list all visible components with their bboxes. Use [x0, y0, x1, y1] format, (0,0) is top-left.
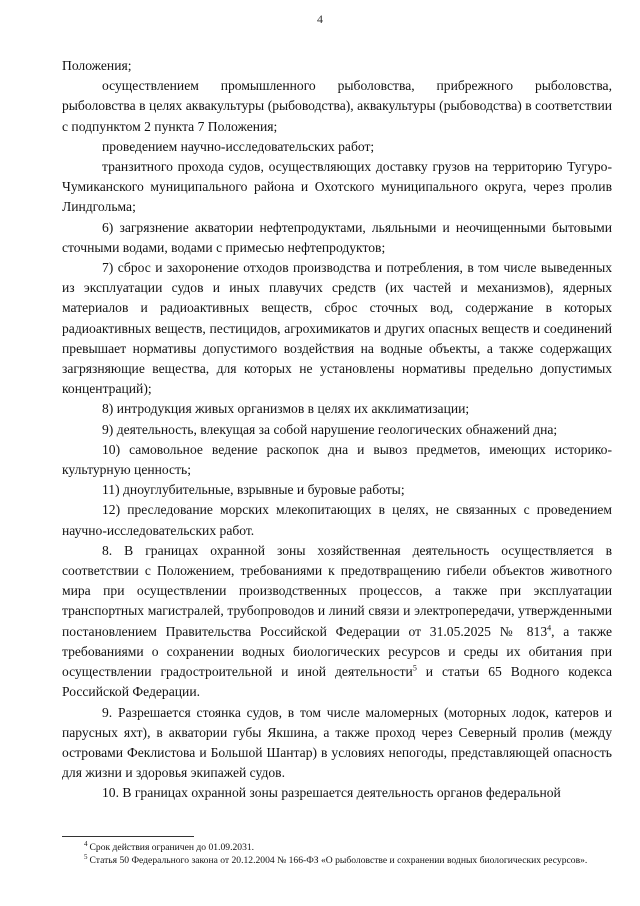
list-item-9: 9) деятельность, влекущая за собой нарушение геологических обнажений дна; [102, 421, 558, 437]
list-item-8: 8) интродукция живых организмов в целях их акклиматизации; [102, 401, 470, 417]
list-item-11: 11) дноуглубительные, взрывные и буровые работы; [102, 482, 405, 498]
document-body [62, 56, 612, 804]
list-item-10: 10) самовольное ведение раскопок дна и вывоз предметов, имеющих историко-культурную ценность; [62, 441, 612, 478]
footnote-5 [62, 854, 612, 867]
footnote-4 [62, 841, 612, 854]
footnote-ref-5[interactable]: 5 [412, 663, 417, 673]
section-8-text-b: , а также требованиями о сохранении водных биологических ресурсов и среды их обитания при осуществлении градостроительной и иной деятельности [62, 623, 612, 680]
paragraph-research-work: проведением научно-исследовательских работ; [102, 138, 375, 154]
list-item-7: 7) сброс и захоронение отходов производства и потребления, в том числе выведенных из эксплуатации судов и иных плавучих средств (их частей и механизмов), ядерных материалов и радиоактивных веществ, сброс сточных вод, содержание в которых радиоактивных веществ, пестицидов, агрохимикатов и других опасных веществ и соединений превышает нормативы допустимого воздействия на водные объекты, а также содержащих загрязняющие вещества, для которых не установлены нормативы предельно допустимых концентраций); [62, 260, 612, 397]
list-item-12: 12) преследование морских млекопитающих в целях, не связанных с проведением научно-исследовательских работ. [62, 502, 612, 538]
footnote-number: 5 [84, 852, 88, 861]
section-9: 9. Разрешается стоянка судов, в том числе маломерных (моторных лодок, катеров и парусных яхт), в акватории губы Якшина, а также проход через Северный пролив (между островами Феклистова и Большой Шантар) в условиях непогоды, представляющей опасность для жизни и здоровья экипажей судов. [62, 704, 612, 781]
section-8 [62, 541, 612, 703]
paragraph-transit-passage: транзитного прохода судов, осуществляющих доставку грузов на территорию Тугуро-Чумиканского муниципального района и Охотского муниципального округа, через пролив Линдгольма; [62, 159, 612, 215]
section-8-text-c: и статьи 65 Водного кодекса Российской Федерации. [62, 664, 613, 700]
footnote-ref-4[interactable]: 4 [547, 623, 552, 633]
section-10: 10. В границах охранной зоны разрешается деятельность органов федеральной [102, 785, 561, 801]
footnote-separator [62, 836, 194, 837]
page-number: 4 [317, 12, 323, 26]
footnote-text: Статья 50 Федерального закона от 20.12.2004 № 166-ФЗ «О рыболовстве и сохранении водных биологических ресурсов». [89, 855, 588, 866]
paragraph-industrial-fishing: осуществлением промышленного рыболовства, прибрежного рыболовства, рыболовства в целях аквакультуры (рыбоводства), аквакультуры (рыбоводства) в соответствии с подпунктом 2 пункта 7 Положения; [62, 78, 612, 134]
footnote-text: Срок действия ограничен до 01.09.2031. [89, 842, 255, 853]
footnotes [62, 841, 612, 867]
list-item-6: 6) загрязнение акватории нефтепродуктами, льяльными и неочищенными бытовыми сточными водами, водами с примесью нефтепродуктов; [62, 219, 612, 255]
paragraph-continuation: Положения; [62, 58, 132, 73]
section-8-text-a: 8. В границах охранной зоны хозяйственная деятельность осуществляется в соответствии с Положением, требованиями к предотвращению гибели объектов животного мира при осуществлении производственных процессов, а также при эксплуатации транспортных магистралей, трубопроводов и линий связи и электропередачи, утвержденными постановлением Правительства Российской Федерации от 31.05.2025 № 813 [62, 542, 612, 639]
footnote-number: 4 [84, 839, 88, 848]
